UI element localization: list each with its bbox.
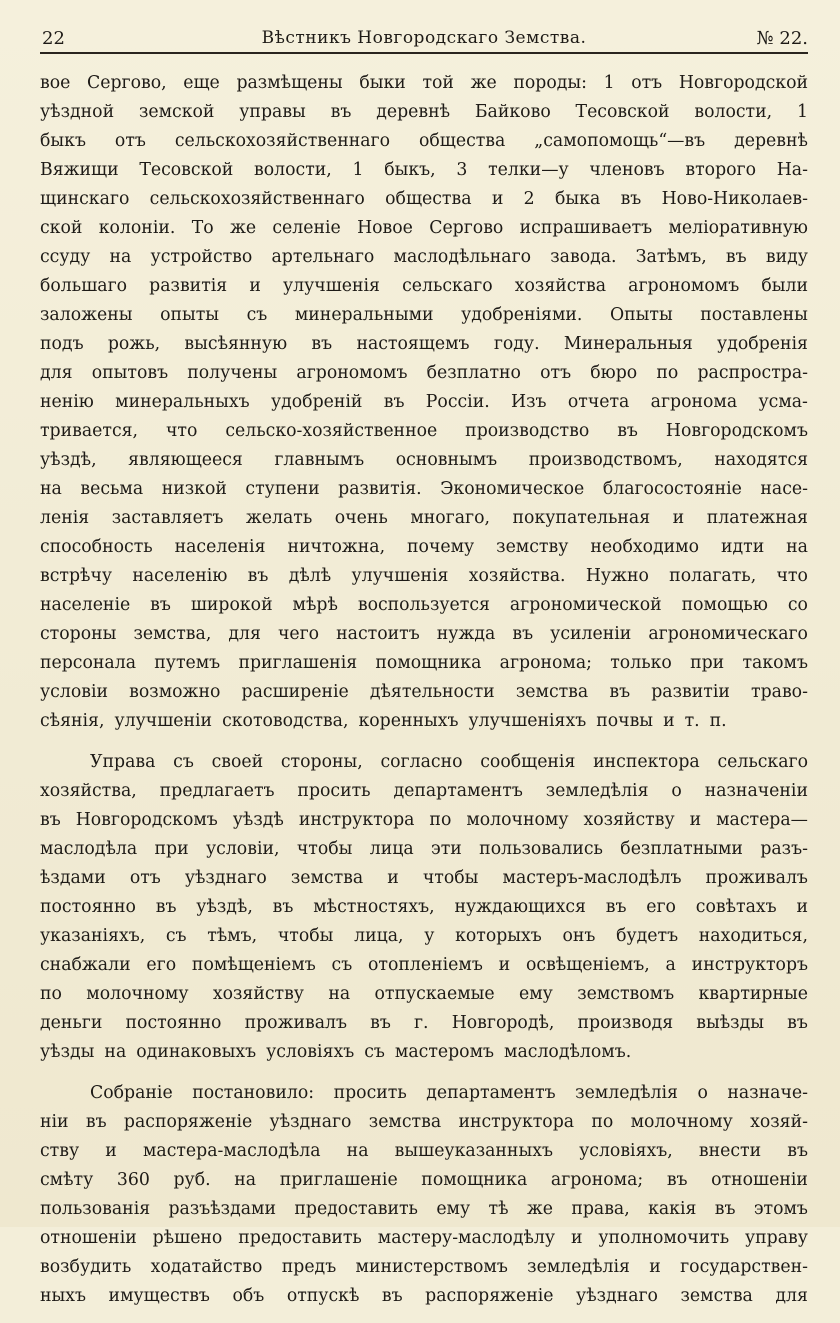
text-line: на весьма низкой ступени развитія. Экономическое благосостояніе насе- bbox=[40, 479, 808, 499]
paragraph-1 bbox=[40, 69, 808, 736]
text-line: постоянно въ уѣздѣ, въ мѣстностяхъ, нуждающихся въ его совѣтахъ и bbox=[40, 897, 808, 917]
text-line: уѣздѣ, являющееся главнымъ основнымъ производствомъ, находятся bbox=[40, 450, 808, 470]
text-line: ѣздами отъ уѣзднаго земства и чтобы мастеръ-маслодѣлъ проживалъ bbox=[40, 868, 808, 888]
page-header bbox=[40, 22, 808, 54]
text-line: маслодѣла при условіи, чтобы лица эти пользовались безплатными разъ- bbox=[40, 839, 808, 859]
text-line: условіи возможно расширеніе дѣятельности земства въ развитіи траво- bbox=[40, 682, 808, 702]
text-line: сѣянія, улучшеніи скотоводства, коренныхъ улучшеніяхъ почвы и т. п. bbox=[40, 711, 727, 731]
text-line: Собраніе постановило: просить департаментъ земледѣлія о назначе- bbox=[90, 1083, 808, 1103]
text-line: Вяжищи Тесовской волости, 1 быкъ, 3 телки—у членовъ второго На- bbox=[40, 160, 808, 180]
issue-number: № 22. bbox=[756, 28, 808, 49]
text-line: встрѣчу населенію въ дѣлѣ улучшенія хозяйства. Нужно полагать, что bbox=[40, 566, 808, 586]
text-line: способность населенія ничтожна, почему земству необходимо идти на bbox=[40, 537, 808, 557]
paragraph-2 bbox=[40, 748, 808, 1067]
text-line: указаніяхъ, съ тѣмъ, чтобы лица, у которыхъ онъ будетъ находиться, bbox=[40, 926, 808, 946]
text-line: вое Сергово, еще размѣщены быки той же породы: 1 отъ Новгородской bbox=[40, 73, 808, 93]
text-line: тривается, что сельско-хозяйственное производство въ Новгородскомъ bbox=[40, 421, 808, 441]
text-line: стороны земства, для чего настоитъ нужда въ усиленіи агрономическаго bbox=[40, 624, 808, 644]
text-line: ніи въ распоряженіе уѣзднаго земства инструктора по молочному хозяй- bbox=[40, 1112, 808, 1132]
text-line: ныхъ имуществъ объ отпускѣ въ распоряженіе уѣзднаго земства для bbox=[40, 1286, 808, 1306]
text-line: ненію минеральныхъ удобреній въ Россіи. Изъ отчета агронома усма- bbox=[40, 392, 808, 412]
text-line: деньги постоянно проживалъ въ г. Новгородѣ, производя выѣзды въ bbox=[40, 1013, 808, 1033]
text-line: ской колоніи. То же селеніе Новое Сергово испрашиваетъ меліоративную bbox=[40, 218, 808, 238]
text-line: снабжали его помѣщеніемъ съ отопленіемъ и освѣщеніемъ, а инструкторъ bbox=[40, 955, 808, 975]
text-line: для опытовъ получены агрономомъ безплатно отъ бюро по распростра- bbox=[40, 363, 808, 383]
text-line: персонала путемъ приглашенія помощника агронома; только при такомъ bbox=[40, 653, 808, 673]
text-line: по молочному хозяйству на отпускаемые ему земствомъ квартирные bbox=[40, 984, 808, 1004]
text-line: въ Новгородскомъ уѣздѣ инструктора по молочному хозяйству и мастера— bbox=[40, 810, 808, 830]
text-line: ссуду на устройство артельнаго маслодѣльнаго завода. Затѣмъ, въ виду bbox=[40, 247, 808, 267]
text-line: Управа съ своей стороны, согласно сообщенія инспектора сельскаго bbox=[90, 752, 808, 772]
text-line: смѣту 360 руб. на приглашеніе помощника агронома; въ отношеніи bbox=[40, 1170, 808, 1190]
text-line: возбудить ходатайство предъ министерствомъ земледѣлія и государствен- bbox=[40, 1257, 808, 1277]
page-number: 22 bbox=[42, 28, 65, 49]
text-line: ству и мастера-маслодѣла на вышеуказанныхъ условіяхъ, внести въ bbox=[40, 1141, 808, 1161]
article-body bbox=[40, 69, 808, 1323]
text-line: населеніе въ широкой мѣрѣ воспользуется агрономической помощью со bbox=[40, 595, 808, 615]
text-line: уѣздной земской управы въ деревнѣ Байково Тесовской волости, 1 bbox=[40, 102, 808, 122]
journal-title: Вѣстникъ Новгородскаго Земства. bbox=[261, 28, 587, 48]
text-line: ленія заставляетъ желать очень многаго, покупательная и платежная bbox=[40, 508, 808, 528]
text-line: отношеніи рѣшено предоставить мастеру-маслодѣлу и уполномочить управу bbox=[40, 1228, 808, 1248]
text-line: заложены опыты съ минеральными удобреніями. Опыты поставлены bbox=[40, 305, 808, 325]
text-line: большаго развитія и улучшенія сельскаго хозяйства агрономомъ были bbox=[40, 276, 808, 296]
paragraph-3 bbox=[40, 1079, 808, 1311]
text-line: хозяйства, предлагаетъ просить департаментъ земледѣлія о назначеніи bbox=[40, 781, 808, 801]
text-line: пользованія разъѣздами предоставить ему тѣ же права, какія въ этомъ bbox=[40, 1199, 808, 1219]
text-line: быкъ отъ сельскохозяйственнаго общества „самопомощь“—въ деревнѣ bbox=[40, 131, 808, 151]
text-line: щинскаго сельскохозяйственнаго общества и 2 быка въ Ново-Николаев- bbox=[40, 189, 808, 209]
text-line: уѣзды на одинаковыхъ условіяхъ съ мастеромъ маслодѣломъ. bbox=[40, 1042, 632, 1062]
text-line: подъ рожь, высѣянную въ настоящемъ году. Минеральныя удобренія bbox=[40, 334, 808, 354]
